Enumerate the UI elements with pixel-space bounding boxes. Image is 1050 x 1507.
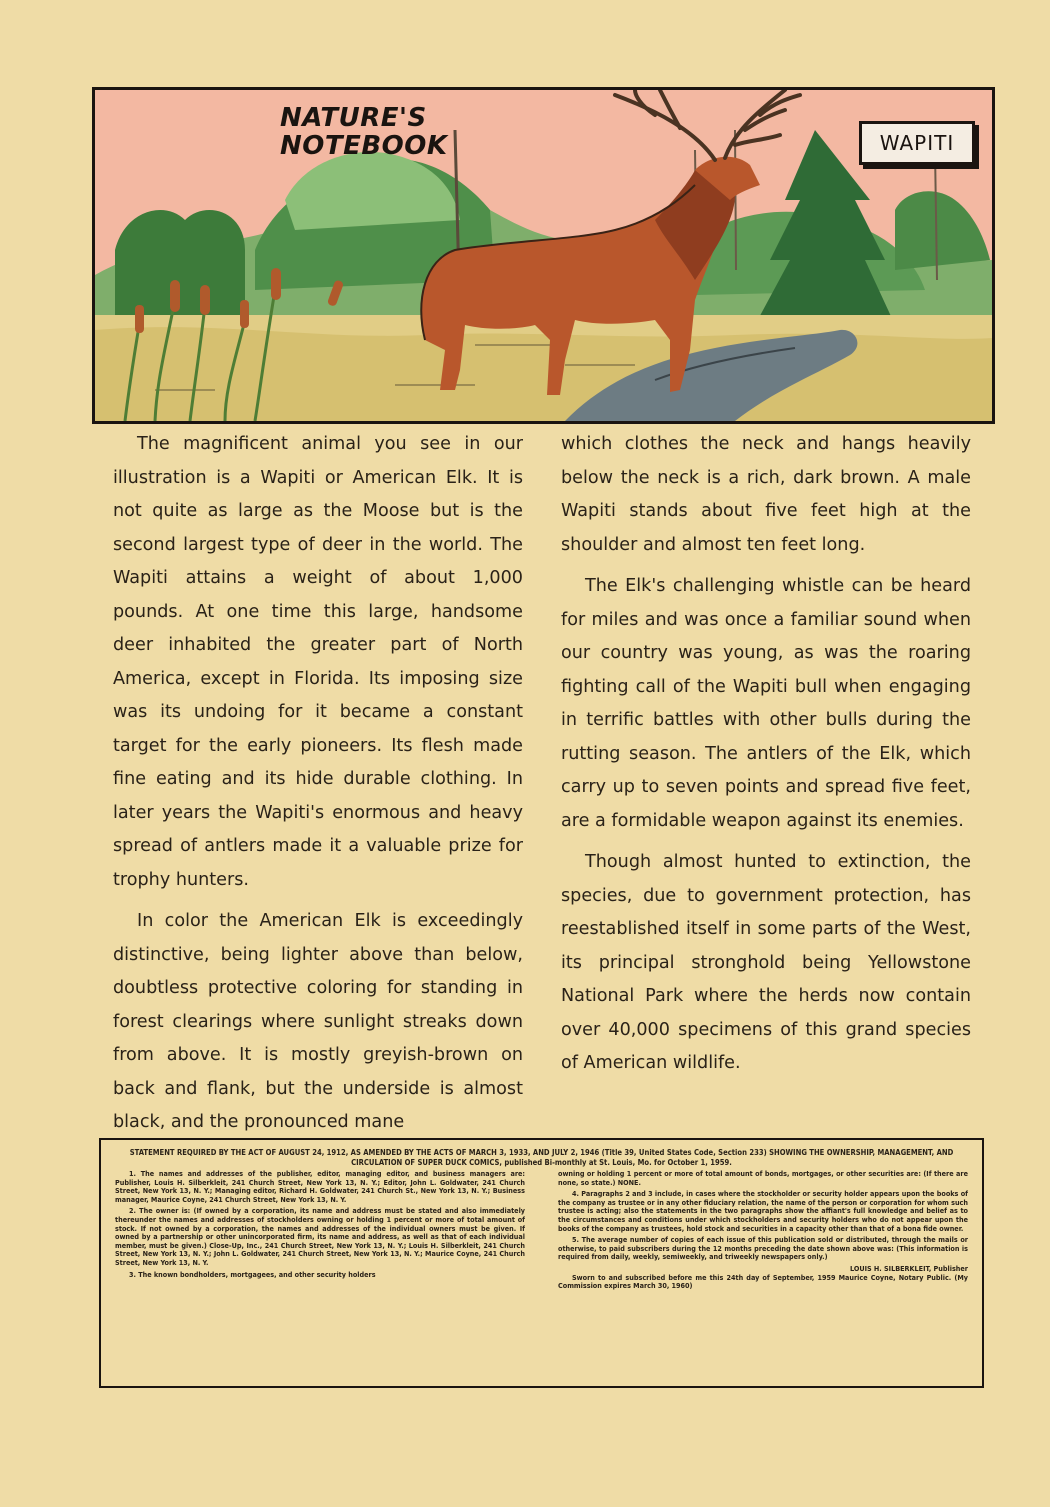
statement-column-left: [115, 1170, 525, 1294]
article-column-right: [561, 428, 971, 1081]
statement-column-right: [558, 1170, 968, 1294]
statement-heading: STATEMENT REQUIRED BY THE ACT OF AUGUST 24, 1912, AS AMENDED BY THE ACTS OF MARCH 3, 1933, AND JULY 2, 1946 (Title 39, United States Code, Section 233) SHOWING THE OWNERSHIP, MANAGEMENT, AND CIRCULATION OF SUPER DUCK COMICS, published Bi-monthly at St. Louis, Mo. for October 1, 1959.: [129, 1148, 954, 1167]
statement-paragraph: 2. The owner is: (If owned by a corporation, its name and address must be stated and also immediately thereunder the names and addresses of stockholders owning or holding 1 percent or more of total amount of stock. If not owned by a corporation, the names and addresses of the individual owners must be given. If owned by a partnership or other unincorporated firm, its name and address, as well as that of each individual member, must be given.) Close-Up, Inc., 241 Church Street, New York 13, N. Y.; Louis H. Silberkleit, 241 Church Street, New York 13, N. Y.; John L. Goldwater, 241 Church Street, New York 13, N. Y.; Maurice Coyne, 241 Church Street, New York 13, N. Y.: [115, 1206, 525, 1267]
wapiti-illustration: [95, 90, 992, 421]
statement-paragraph: 5. The average number of copies of each issue of this publication sold or distributed, through the mails or otherwise, to paid subscribers during the 12 months preceding the date shown above was: (This information is required from daily, weekly, semiweekly, and triweekly newspapers only.): [558, 1235, 968, 1262]
statement-sworn: Sworn to and subscribed before me this 24th day of September, 1959 Maurice Coyne, Notary Public. (My Commission expires March 30, 1960): [558, 1272, 968, 1291]
article-paragraph: Though almost hunted to extinction, the species, due to government protection, has reestablished itself in some parts of the West, its principal stronghold being Yellowstone National Park where the herds now contain over 40,000 specimens of this grand species of American wildlife.: [561, 852, 971, 1073]
statement-paragraph: 3. The known bondholders, mortgagees, and other security holders: [129, 1269, 376, 1279]
statement-paragraph: 1. The names and addresses of the publisher, editor, managing editor, and business managers are: Publisher, Louis H. Silberkleit, 241 Church Street, New York 13, N. Y.; Editor, John L. Goldwater, 241 Church Street, New York 13, N. Y.; Managing editor, Richard H. Goldwater, 241 Church St., New York 13, N. Y.; Business manager, Maurice Coyne, 241 Church Street, New York 13, N. Y.: [115, 1169, 525, 1204]
article-paragraph: In color the American Elk is exceedingly distinctive, being lighter above than below, doubtless protective coloring for standing in forest clearings where sunlight streaks down from above. It is mostly greyish-brown on back and flank, but the underside is almost black, and the pronounced mane: [113, 911, 523, 1132]
article-column-left: [113, 428, 523, 1140]
panel-title-line2: NOTEBOOK: [280, 131, 448, 161]
statement-paragraph: 4. Paragraphs 2 and 3 include, in cases where the stockholder or security holder appears upon the books of the company as trustee or in any other fiduciary relation, the name of the person or corporation for whom such trustee is acting; also the statements in the two paragraphs show the affiant's full knowledge and belief as to the circumstances and conditions under which stockholders and security holders who do not appear upon the books of the company as trustees, hold stock and securities in a capacity other than that of a bona fide owner.: [558, 1189, 968, 1233]
panel-title-line1: NATURE'S: [280, 103, 427, 133]
wapiti-caption-box: WAPITI: [859, 121, 975, 165]
illustration-panel: [92, 87, 995, 424]
article-paragraph: which clothes the neck and hangs heavily below the neck is a rich, dark brown. A male Wapiti stands about five feet high at the shoulder and almost ten feet long.: [561, 434, 971, 555]
statement-signature: LOUIS H. SILBERKLEIT, Publisher: [849, 1263, 968, 1273]
article-paragraph: The Elk's challenging whistle can be heard for miles and was once a familiar sound when our country was young, as was the roaring fighting call of the Wapiti bull when engaging in terrific battles with other bulls during the rutting season. The antlers of the Elk, which carry up to seven points and spread five feet, are a formidable weapon against its enemies.: [561, 576, 971, 831]
article-paragraph: The magnificent animal you see in our illustration is a Wapiti or American Elk. It is not quite as large as the Moose but is the second largest type of deer in the world. The Wapiti attains a weight of about 1,000 pounds. At one time this large, handsome deer inhabited the greater part of North America, except in Florida. Its imposing size was its undoing for it became a constant target for the early pioneers. Its flesh made fine eating and its hide durable clothing. In later years the Wapiti's enormous and heavy spread of antlers made it a valuable prize for trophy hunters.: [113, 434, 523, 890]
panel-title: [280, 104, 448, 160]
statement-paragraph: owning or holding 1 percent or more of total amount of bonds, mortgages, or other securities are: (If there are none, so state.) NONE.: [558, 1169, 968, 1187]
ownership-statement: [99, 1138, 984, 1388]
